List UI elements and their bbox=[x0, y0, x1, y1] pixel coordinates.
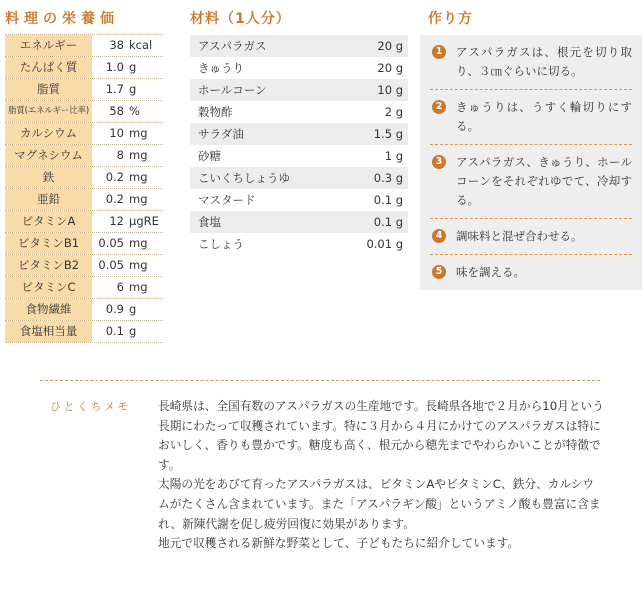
ingredient-amount: 0.1 g bbox=[373, 193, 403, 207]
nutrition-heading: 料理の栄養価 bbox=[5, 11, 119, 27]
nutrition-row bbox=[5, 79, 163, 101]
nutrient-label: 亜鉛 bbox=[5, 189, 92, 210]
nutrient-amount: 0.2 bbox=[105, 170, 124, 184]
nutrient-unit: % bbox=[129, 104, 140, 118]
nutrient-unit: mg bbox=[129, 236, 148, 250]
nutrient-amount: 0.05 bbox=[98, 236, 124, 250]
ingredient-name: 食塩 bbox=[198, 215, 221, 229]
nutrition-row bbox=[5, 189, 163, 211]
nutrient-amount: 6 bbox=[116, 280, 124, 294]
step-number-badge: 1 bbox=[432, 45, 446, 59]
ingredient-name: こしょう bbox=[198, 237, 244, 251]
nutrition-row bbox=[5, 123, 163, 145]
ingredient-amount: 0.1 g bbox=[373, 215, 403, 229]
step-number-badge: 2 bbox=[432, 100, 446, 114]
ingredient-row bbox=[190, 189, 408, 211]
nutrient-value-cell bbox=[92, 101, 163, 122]
nutrient-amount: 0.05 bbox=[98, 258, 124, 272]
ingredient-row bbox=[190, 123, 408, 145]
ingredient-amount: 2 g bbox=[384, 105, 403, 119]
nutrient-amount: 10 bbox=[109, 126, 124, 140]
nutrient-value-cell bbox=[92, 189, 163, 210]
nutrition-row bbox=[5, 57, 163, 79]
ingredients-table bbox=[190, 35, 408, 255]
nutrition-row bbox=[5, 167, 163, 189]
steps-section bbox=[420, 8, 642, 279]
nutrition-row bbox=[5, 255, 163, 277]
nutrition-row bbox=[5, 101, 163, 123]
ingredient-name: きゅうり bbox=[198, 61, 244, 75]
nutrient-amount: 8 bbox=[116, 148, 124, 162]
memo-paragraph: 長崎県は、全国有数のアスパラガスの生産地です。長崎県各地で２月から10月という長期にわたって収穫されています。特に３月から４月にかけてのアスパラガスは特においしく、香りも豊かです。糖度も高く、根元から穂先までやわらかいことが特徴です。 bbox=[158, 399, 604, 472]
nutrient-unit: mg bbox=[129, 170, 148, 184]
memo-label: ひとくちメモ bbox=[50, 400, 131, 413]
ingredient-row bbox=[190, 167, 408, 189]
nutrient-amount: 1.0 bbox=[105, 60, 124, 74]
ingredient-amount: 10 g bbox=[377, 83, 403, 97]
step-text: アスパラガスは、根元を切り取り、３㎝ぐらいに切る。 bbox=[456, 45, 632, 78]
nutrient-value-cell bbox=[92, 255, 163, 276]
ingredient-name: こいくちしょうゆ bbox=[198, 171, 290, 185]
nutrition-row bbox=[5, 211, 163, 233]
ingredient-name: アスパラガス bbox=[198, 39, 267, 53]
nutrient-value-cell bbox=[92, 233, 163, 254]
step-item bbox=[430, 219, 632, 255]
ingredients-heading: 材料（1人分） bbox=[190, 11, 291, 27]
nutrient-value-cell bbox=[92, 299, 163, 320]
steps-box bbox=[420, 35, 642, 290]
nutrient-unit: μgRE bbox=[129, 214, 159, 228]
memo-paragraph: 太陽の光をあびて育ったアスパラガスは、ビタミンAやビタミンC、鉄分、カルシウムがたくさん含まれています。また「アスパラギン酸」というアミノ酸も豊富に含まれ、新陳代謝を促し疲労回復に効果があります。 bbox=[158, 477, 601, 531]
memo-body bbox=[158, 397, 604, 554]
nutrient-unit: mg bbox=[129, 280, 148, 294]
nutrient-unit: g bbox=[129, 302, 137, 316]
nutrient-label: たんぱく質 bbox=[5, 57, 92, 78]
nutrient-amount: 0.2 bbox=[105, 192, 124, 206]
nutrient-amount: 0.9 bbox=[105, 302, 124, 316]
nutrient-amount: 38 bbox=[109, 38, 124, 52]
nutrient-unit: mg bbox=[129, 148, 148, 162]
nutrient-label: 脂質 bbox=[5, 79, 92, 100]
nutrient-amount: 58 bbox=[109, 104, 124, 118]
nutrient-value-cell bbox=[92, 145, 163, 166]
memo-divider bbox=[40, 380, 600, 381]
nutrient-unit: g bbox=[129, 60, 137, 74]
nutrition-row bbox=[5, 145, 163, 167]
ingredient-amount: 0.01 g bbox=[366, 237, 403, 251]
nutrition-row bbox=[5, 299, 163, 321]
nutrient-label: ビタミンB2 bbox=[5, 255, 92, 276]
step-item bbox=[430, 145, 632, 219]
nutrient-value-cell bbox=[92, 57, 163, 78]
nutrient-unit: kcal bbox=[129, 38, 153, 52]
nutrition-section bbox=[5, 8, 163, 344]
nutrient-value-cell bbox=[92, 211, 163, 232]
step-number-badge: 4 bbox=[432, 229, 446, 243]
nutrient-value-cell bbox=[92, 79, 163, 100]
nutrient-label: ビタミンC bbox=[5, 277, 92, 298]
ingredient-name: 砂糖 bbox=[198, 149, 221, 163]
nutrition-row bbox=[5, 277, 163, 299]
nutrient-unit: mg bbox=[129, 126, 148, 140]
nutrition-row bbox=[5, 321, 163, 343]
memo-paragraph: 地元で収穫される新鮮な野菜として、子どもたちに紹介しています。 bbox=[158, 536, 520, 551]
ingredient-name: ホールコーン bbox=[198, 83, 267, 97]
ingredient-row bbox=[190, 79, 408, 101]
step-item bbox=[430, 35, 632, 90]
nutrient-unit: g bbox=[129, 324, 137, 338]
nutrient-value-cell bbox=[92, 123, 163, 144]
ingredient-amount: 20 g bbox=[377, 39, 403, 53]
nutrition-table bbox=[5, 34, 163, 343]
ingredient-name: サラダ油 bbox=[198, 127, 244, 141]
nutrient-label: カルシウム bbox=[5, 123, 92, 144]
ingredient-row bbox=[190, 145, 408, 167]
nutrient-amount: 0.1 bbox=[105, 324, 124, 338]
ingredient-row bbox=[190, 233, 408, 255]
steps-heading: 作り方 bbox=[428, 11, 473, 27]
ingredients-section bbox=[190, 8, 408, 255]
nutrient-value-cell bbox=[92, 167, 163, 188]
ingredient-amount: 20 g bbox=[377, 61, 403, 75]
nutrient-value-cell bbox=[92, 277, 163, 298]
nutrient-label: エネルギー bbox=[5, 35, 92, 56]
step-text: きゅうりは、うすく輪切りにする。 bbox=[456, 100, 632, 133]
nutrition-row bbox=[5, 35, 163, 57]
nutrient-value-cell bbox=[92, 35, 163, 56]
nutrient-label: 鉄 bbox=[5, 167, 92, 188]
nutrient-unit: mg bbox=[129, 192, 148, 206]
nutrient-label: ビタミンA bbox=[5, 211, 92, 232]
ingredient-row bbox=[190, 101, 408, 123]
nutrient-label: 食塩相当量 bbox=[5, 321, 92, 342]
nutrition-row bbox=[5, 233, 163, 255]
step-item bbox=[430, 255, 632, 290]
step-number-badge: 5 bbox=[432, 265, 446, 279]
nutrient-label: ビタミンB1 bbox=[5, 233, 92, 254]
nutrient-amount: 12 bbox=[109, 214, 124, 228]
nutrient-label: 食物繊維 bbox=[5, 299, 92, 320]
ingredient-amount: 1 g bbox=[384, 149, 403, 163]
nutrient-amount: 1.7 bbox=[105, 82, 124, 96]
step-text: 味を調える。 bbox=[456, 265, 525, 279]
ingredient-row bbox=[190, 211, 408, 233]
nutrient-unit: g bbox=[129, 82, 137, 96]
ingredient-amount: 1.5 g bbox=[373, 127, 403, 141]
step-number-badge: 3 bbox=[432, 155, 446, 169]
nutrient-label: 脂質(エネルギー比率) bbox=[5, 101, 92, 122]
ingredient-row bbox=[190, 35, 408, 57]
step-text: アスパラガス、きゅうり、ホールコーンをそれぞれゆでて、冷却する。 bbox=[456, 155, 632, 207]
ingredient-name: 穀物酢 bbox=[198, 105, 233, 119]
ingredient-name: マスタード bbox=[198, 193, 256, 207]
step-text: 調味料と混ぜ合わせる。 bbox=[456, 229, 583, 243]
nutrient-label: マグネシウム bbox=[5, 145, 92, 166]
nutrient-unit: mg bbox=[129, 258, 148, 272]
ingredient-row bbox=[190, 57, 408, 79]
nutrient-value-cell bbox=[92, 321, 163, 342]
ingredient-amount: 0.3 g bbox=[373, 171, 403, 185]
step-item bbox=[430, 90, 632, 145]
